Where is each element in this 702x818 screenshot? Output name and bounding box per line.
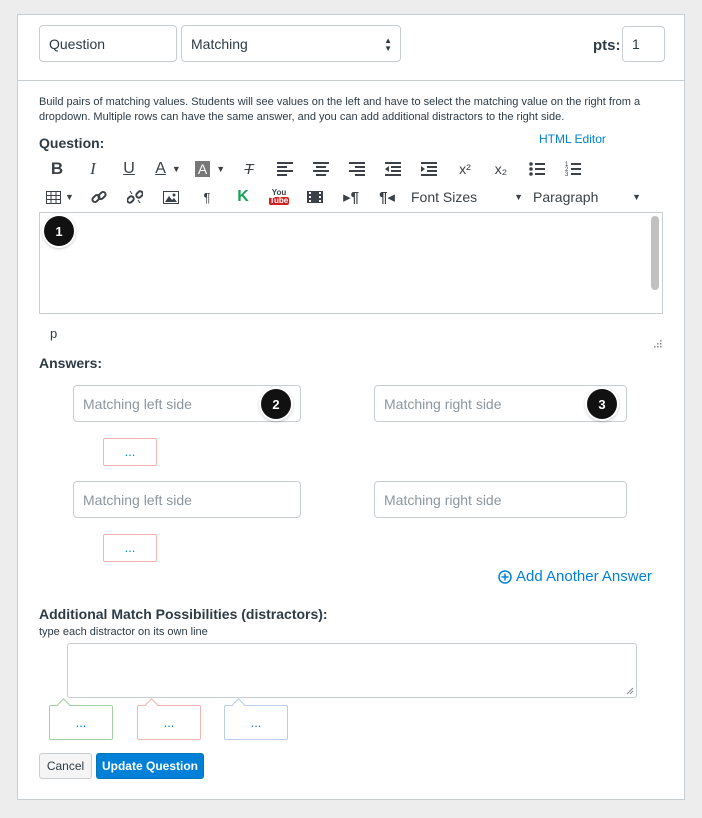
add-another-answer-label: Add Another Answer xyxy=(516,568,652,585)
numbered-list-icon[interactable] xyxy=(555,156,591,182)
neutral-comment-button[interactable]: ... xyxy=(224,705,288,740)
outdent-icon[interactable] xyxy=(375,156,411,182)
matching-left-input[interactable] xyxy=(73,481,301,518)
text-color-icon[interactable]: A ▼ xyxy=(155,160,181,177)
distractors-textarea[interactable] xyxy=(67,643,637,698)
background-color-icon[interactable]: A ▼ xyxy=(189,156,231,182)
question-name-input[interactable] xyxy=(39,25,177,62)
callout-badge-1: 1 xyxy=(44,216,74,246)
pts-label: pts: xyxy=(593,37,621,54)
add-another-answer-button[interactable] xyxy=(498,568,652,585)
unlink-icon[interactable] xyxy=(117,184,153,210)
align-left-icon[interactable] xyxy=(267,156,303,182)
pilcrow-icon[interactable]: ¶ xyxy=(203,189,211,205)
callout-badge-2: 2 xyxy=(261,389,291,419)
font-sizes-dropdown[interactable] xyxy=(405,184,527,210)
image-icon[interactable] xyxy=(153,184,189,210)
youtube-top-text: You xyxy=(271,188,287,197)
youtube-bottom-text: Tube xyxy=(269,196,289,205)
font-sizes-label: Font Sizes xyxy=(411,189,478,205)
distractors-hint: type each distractor on its own line xyxy=(39,626,208,638)
instructions-text: Build pairs of matching values. Students will see values on the left and have to select the matching value on the right from a dropdown. Multiple rows can have the same answer, and you can add additional distractors to the right side. xyxy=(39,96,641,123)
distractors-label: Additional Match Possibilities (distractors): xyxy=(39,606,328,622)
editor-scrollbar[interactable] xyxy=(651,216,659,290)
svg-text:2: 2 xyxy=(565,167,569,173)
align-right-icon[interactable] xyxy=(339,156,375,182)
bold-icon[interactable]: B xyxy=(50,159,64,178)
table-icon[interactable]: ▼ xyxy=(39,184,81,210)
question-text-editor[interactable] xyxy=(39,212,663,314)
question-edit-panel xyxy=(17,14,685,800)
media-icon[interactable] xyxy=(297,184,333,210)
select-arrows-icon: ▲ ▼ xyxy=(384,36,392,53)
youtube-icon[interactable] xyxy=(261,184,297,210)
resize-handle-icon[interactable] xyxy=(626,687,634,695)
chevron-down-icon: ▼ xyxy=(632,192,641,202)
points-input[interactable] xyxy=(622,26,665,62)
superscript-icon[interactable]: x² xyxy=(459,161,471,177)
points-value: 1 xyxy=(632,36,640,52)
update-question-button[interactable]: Update Question xyxy=(96,753,204,779)
clear-formatting-icon[interactable]: T xyxy=(244,160,254,178)
paragraph-dropdown[interactable] xyxy=(527,184,645,210)
indent-icon[interactable] xyxy=(411,156,447,182)
incorrect-comment-button[interactable]: ... xyxy=(137,705,201,740)
paragraph-label: Paragraph xyxy=(533,189,599,205)
ltr-pilcrow-icon[interactable]: ▸¶ xyxy=(343,189,359,206)
plus-circle-icon xyxy=(498,570,512,584)
chevron-down-icon: ▼ xyxy=(514,192,523,202)
correct-comment-button[interactable]: ... xyxy=(49,705,113,740)
right-placeholder: Matching right side xyxy=(384,491,502,508)
callout-badge-3: 3 xyxy=(587,389,617,419)
answers-label: Answers: xyxy=(39,355,103,371)
question-name-value: Question xyxy=(49,35,106,52)
link-icon[interactable] xyxy=(81,184,117,210)
answer-comment-button[interactable]: ... xyxy=(103,534,157,562)
rtl-pilcrow-icon[interactable]: ¶◂ xyxy=(379,189,395,206)
left-placeholder: Matching left side xyxy=(83,395,192,412)
resize-handle-icon[interactable] xyxy=(652,338,662,348)
kaltura-icon[interactable]: K xyxy=(237,188,249,205)
question-type-value: Matching xyxy=(191,35,248,52)
matching-right-input[interactable] xyxy=(374,481,627,518)
align-center-icon[interactable] xyxy=(303,156,339,182)
question-type-select[interactable] xyxy=(181,25,401,62)
svg-text:3: 3 xyxy=(565,172,569,177)
answer-comment-button[interactable]: ... xyxy=(103,438,157,466)
question-label: Question: xyxy=(39,135,105,151)
question-header xyxy=(18,15,684,81)
html-editor-link[interactable]: HTML Editor xyxy=(539,132,606,146)
element-path: p xyxy=(50,326,58,341)
underline-icon[interactable]: U xyxy=(123,160,135,177)
cancel-button[interactable]: Cancel xyxy=(39,753,92,779)
bullet-list-icon[interactable] xyxy=(519,156,555,182)
italic-icon[interactable]: I xyxy=(90,159,96,178)
right-placeholder: Matching right side xyxy=(384,395,502,412)
subscript-icon[interactable]: x₂ xyxy=(494,161,508,177)
editor-toolbar-row-1 xyxy=(39,156,591,182)
editor-toolbar-row-2 xyxy=(39,184,645,210)
svg-text:1: 1 xyxy=(565,162,569,168)
left-placeholder: Matching left side xyxy=(83,491,192,508)
